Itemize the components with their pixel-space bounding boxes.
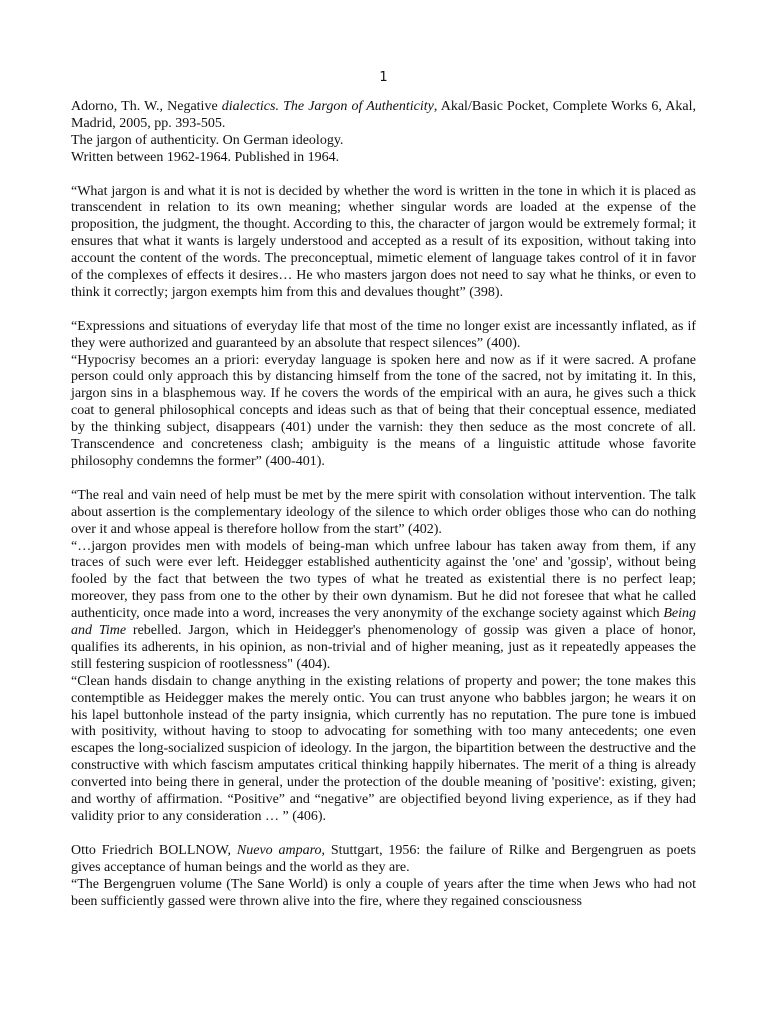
quote-paragraph: “Clean hands disdain to change anything in the existing relations of property and power; the tone makes this contemptible as Heidegger makes the merely ontic. You can trust anyone who babbles jargon; he wears it on his lapel buttonhole instead of the party insignia, which currently has no reputation. The pure tone is imbued with positivity, without having to stoop to advocating for something with too many antecedents; one even escapes the long-socialized suspicion of ideology. In the jargon, the bipartition between the destructive and the constructive with which fascism amputates critical thinking happily hibernates. The merit of a thing is already converted into being there in general, under the protection of the double meaning of 'positive': existing, given; and worthy of affirmation. “Positive” and “negative” are objectified beyond living experience, as if they had validity prior to any consideration … ” (406). [71,673,696,825]
bollnow-title: Nuevo amparo [236,842,322,858]
paragraph-gap [71,826,696,843]
reference-author: Adorno, Th. W., Negative [71,99,222,114]
bibliographic-reference [71,99,696,133]
book-title: Being and Time [71,606,696,639]
reference-publisher: , Akal/Basic Pocket, Complete Works 6, Akal, Madrid, 2005, pp. 393-505. [71,99,696,131]
written-date: Written between 1962-1964. Published in 1964. [71,149,340,165]
bollnow-reference [71,843,696,877]
quote-paragraph: “The real and vain need of help must be met by the mere spirit with consolation without intervention. The talk about assertion is the complementary ideology of the silence to which order obliges those who can do nothing over it and whose appeal is therefore hollow from the start” (402). [71,487,696,537]
paragraph-gap [71,167,696,184]
paragraph-gap [71,302,696,319]
bollnow-author: Otto Friedrich BOLLNOW, [71,842,237,858]
quote-paragraph: “What jargon is and what it is not is decided by whether the word is written in the tone in which it is placed as transcendent in relation to its own meaning; whether singular words are loaded at the expense of the proposition, the judgment, the thought. According to this, the character of jargon would be extremely formal; it ensures that what it wants is largely understood and accepted as a result of its exposition, without taking into account the content of the words. The preconceptual, mimetic element of language takes control of it in favor of the complexes of effects it desires… He who masters jargon does not need to say what he thinks, or even to think it correctly; jargon exempts him from this and devalues thought” (398). [71,183,696,300]
quote-text: “…jargon provides men with models of being-man which unfree labour has taken away from them, if any traces of such were ever left. Heidegger established authenticity against the 'one' and 'gossip', without being fooled by the fact that between the two types of what he treated as existential there is no perfect leap; moreover, they pass from one to the other by their own dynamism. But he did not foresee that what he called authenticity, once made into a word, increases the very anonymity of the exchange society against which [71,538,696,622]
reference-title: dialectics. The Jargon of Authenticity [221,99,434,114]
quote-text: rebelled. Jargon, which in Heidegger's phenomenology of gossip was given a place of honor, qualifies its adherents, in his opinion, as non-trivial and of higher meaning, just as it repeatedly appeases the still festering suspicion of rootlessness" (404). [71,623,696,672]
page-number: 1 [379,70,388,85]
paragraph-gap [71,471,696,488]
quote-paragraph: “Expressions and situations of everyday life that most of the time no longer exist are incessantly inflated, as if they were authorized and guaranteed by an absolute that respect silences” (400). [71,318,696,351]
quote-paragraph: “Hypocrisy becomes an a priori: everyday language is spoken here and now as if it were sacred. A profane person could only approach this by distancing himself from the tone of the sacred, not by imitating it. In this, jargon sins in a blasphemous way. If he covers the words of the empirical with an aura, he gives such a thick coat to general philosophical concepts and ideas such as that of being that their conceptual essence, mediated by the thinking subject, disappears (401) under the varnish: they then seduce as the most concrete of all. Transcendence and concreteness clash; ambiguity is the means of a linguistic attitude whose favorite philosophy condemns the former” (400-401). [71,352,696,469]
work-subtitle: The jargon of authenticity. On German ideology. [71,132,344,148]
bollnow-text: , Stuttgart, 1956: the failure of Rilke and Bergengruen as poets gives acceptance of human beings and the world as they are. [71,842,696,875]
quote-paragraph [71,539,696,674]
quote-paragraph: “The Bergengruen volume (The Sane World) is only a couple of years after the time when Jews who had not been sufficiently gassed were thrown alive into the fire, where they regained consciousness [71,876,696,909]
